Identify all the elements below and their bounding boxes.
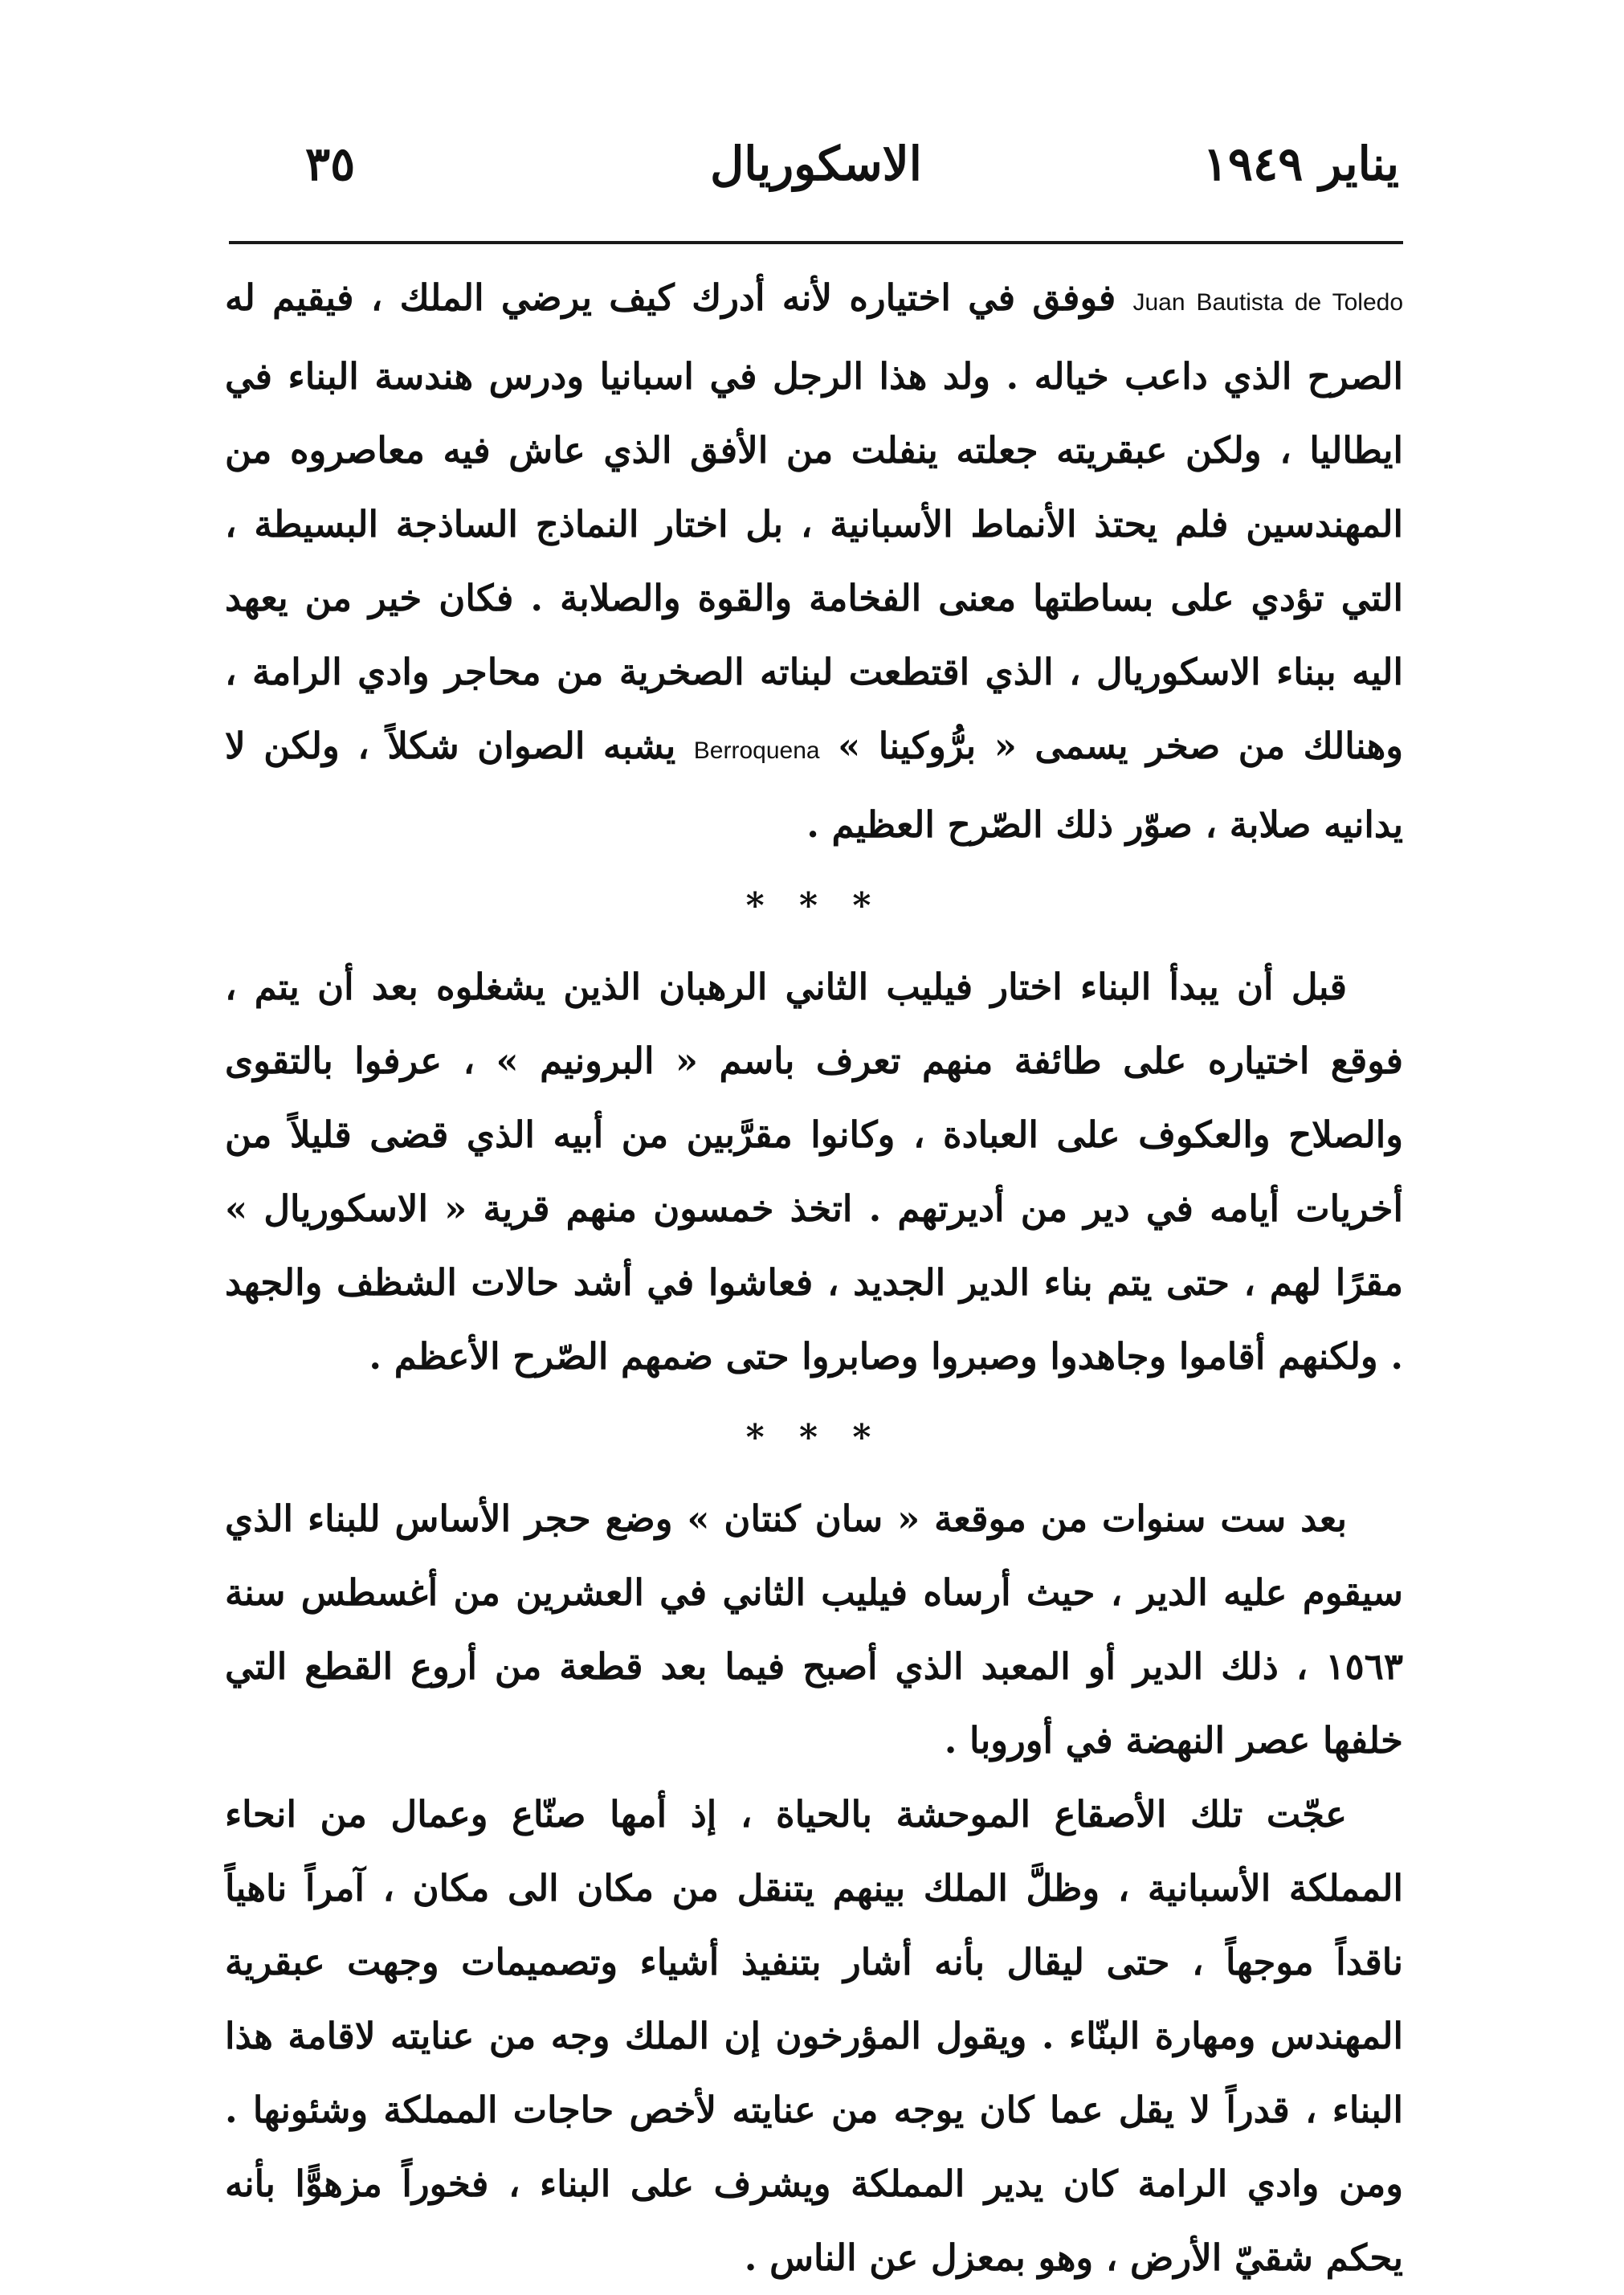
paragraph-monks: قبل أن يبدأ البناء اختار فيليب الثاني الرهبان الذين يشغلوه بعد أن يتم ، فوقع اختياره على طائفة منهم تعرف باسم « البرونيم » ، عرفوا بالتقوى والصلاح والعكوف على العبادة ، وكانوا مقرَّبين من أبيه الذي قضى قليلاً من أخريات أيامه في دير من أديرتهم . اتخذ خمسون منهم قرية « الاسكوريال » مقرًا لهم ، حتى يتم بناء الدير الجديد ، فعاشوا في أشد حالات الشظف والجهد . ولكنهم أقاموا وجاهدوا وصبروا وصابروا حتى ضمهم الصّرح الأعظم .: [225, 966, 1403, 1378]
latin-name-architect: Juan Bautista de Toledo: [1132, 289, 1403, 316]
page-number: ٣٥: [305, 137, 356, 191]
running-header: [233, 137, 1399, 225]
section-separator-1: * * *: [745, 885, 883, 926]
paragraph-architect-text-b: يشبه الصوان شكلاً ، ولكن لا يدانيه صلابة ، صوّر ذلك الصّرح العظيم .: [225, 725, 1403, 846]
body-text: [225, 261, 1403, 2295]
paragraph-construction: عجّت تلك الأصقاع الموحشة بالحياة ، إذ أمها صنّاع وعمال من انحاء المملكة الأسبانية ، وظلَّ الملك بينهم يتنقل من مكان الى مكان ، آمراً ناهياً ناقداً موجهاً ، حتى ليقال بأنه أشار بتنفيذ أشياء وتصميمات وجهت عبقرية المهندس ومهارة البنّاء . ويقول المؤرخون إن الملك وجه من عنايته لاقامة هذا البناء ، قدراً لا يقل عما كان يوجه من عنايته لأخص حاجات المملكة وشئونها . ومن وادي الرامة كان يدير المملكة ويشرف على البناء ، فخوراً مزهوًّا بأنه يحكم شقيّ الأرض ، وهو بمعزل عن الناس .: [225, 1793, 1403, 2279]
header-date: يناير ١٩٤٩: [1202, 137, 1399, 191]
section-separator-2: * * *: [745, 1417, 883, 1458]
paragraph-architect-text-a: فوفق في اختياره لأنه أدرك كيف يرضي الملك ، فيقيم له الصرح الذي داعب خياله . ولد هذا الرجل في اسبانيا ودرس هندسة البناء في ايطاليا ، ولكن عبقريته جعلته ينفلت من الأفق الذي عاش فيه معاصروه من المهندسين فلم يحتذ الأنماط الأسبانية ، بل اختار النماذج الساذجة البسيطة ، التي تؤدي على بساطتها معنى الفخامة والقوة والصلابة . فكان خير من يعهد اليه ببناء الاسكوريال ، الذي اقتطعت لبناته الصخرية من محاجر وادي الرامة ، وهنالك من صخر يسمى « برُّوكينا »: [225, 276, 1403, 767]
header-rule: [229, 241, 1403, 244]
paragraph-foundation: بعد ست سنوات من موقعة « سان كنتان » وضع حجر الأساس للبناء الذي سيقوم عليه الدير ، حيث أرساه فيليب الثاني في العشرين من أغسطس سنة ١٥٦٣ ، ذلك الدير أو المعبد الذي أصبح فيما بعد قطعة من أروع القطع التي خلفها عصر النهضة في أوروبا .: [225, 1497, 1403, 1762]
header-title: الاسكوريال: [710, 137, 922, 191]
paragraph-architect: [225, 261, 1403, 862]
latin-word-berroquena: Berroquena: [693, 737, 820, 764]
